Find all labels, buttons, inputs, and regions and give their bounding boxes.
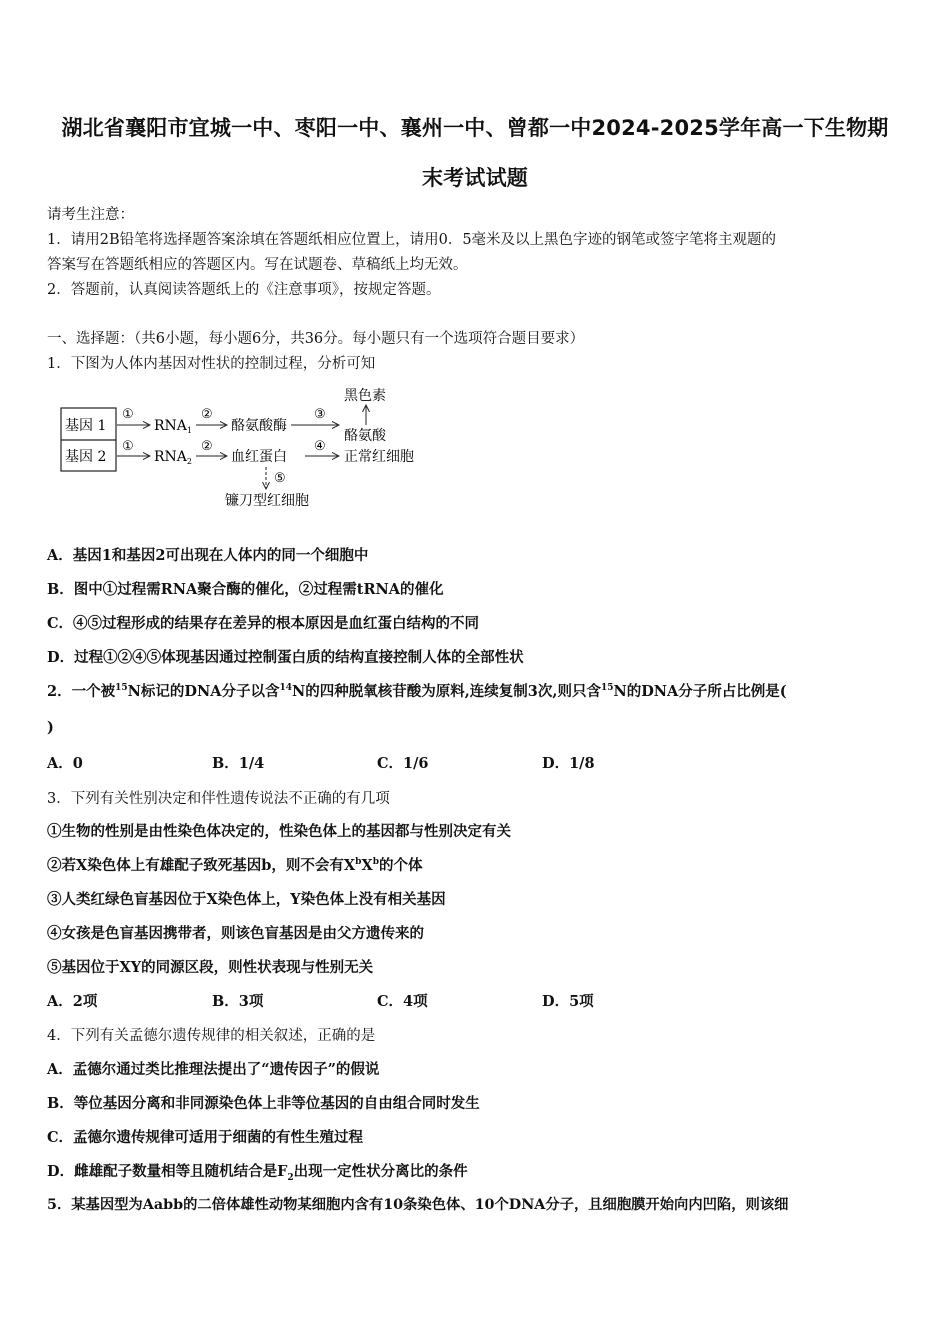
step4-label: ④ <box>314 439 326 454</box>
exam-title-line-2: 末考试试题 <box>422 166 528 190</box>
normal-rbc-label: 正常红细胞 <box>344 449 414 465</box>
notice-item-2: 2．答题前，认真阅读答题纸上的《注意事项》，按规定答题。 <box>47 282 441 298</box>
rna2-label: $RNA_2$ <box>154 449 192 466</box>
q3-option-d[interactable]: D．5项 <box>542 993 594 1010</box>
tyrosine-label: 酪氨酸 <box>344 428 386 444</box>
q4-stem: 4．下列有关孟德尔遗传规律的相关叙述，正确的是 <box>47 1028 376 1044</box>
q4-option-c[interactable]: C．孟德尔遗传规律可适用于细菌的有性生殖过程 <box>47 1129 364 1146</box>
notice-item-1a: 1．请用2B铅笔将选择题答案涂填在答题纸相应位置上，请用0．5毫米及以上黑色字迹的钢笔或签字笔将主观题的 <box>47 232 777 248</box>
q2-option-a[interactable]: A．0 <box>47 755 83 772</box>
q3-option-a[interactable]: A．2项 <box>47 993 98 1010</box>
step1-label-row1: ① <box>122 407 134 422</box>
hemoglobin-label: 血红蛋白 <box>231 449 287 465</box>
step2-label-row1: ② <box>201 407 213 422</box>
exam-title-line-1: 湖北省襄阳市宜城一中、枣阳一中、襄州一中、曾都一中2024-2025学年高一下生物期 <box>61 116 889 140</box>
q3-stem: 3．下列有关性别决定和伴性遗传说法不正确的有几项 <box>47 791 390 807</box>
q1-option-c[interactable]: C．④⑤过程形成的结果存在差异的根本原因是血红蛋白结构的不同 <box>47 615 480 632</box>
gene2-label: 基因 2 <box>65 449 107 465</box>
q3-item-2: ②若X染色体上有雄配子致死基因b，则不会有$X^bX^b$的个体 <box>47 857 423 874</box>
melanin-label: 黑色素 <box>344 388 386 404</box>
q3-option-b[interactable]: B．3项 <box>212 993 264 1010</box>
enzyme-label: 酪氨酸酶 <box>231 418 287 434</box>
q3-item-4: ④女孩是色盲基因携带者，则该色盲基因是由父方遗传来的 <box>47 925 424 942</box>
notice-item-1b: 答案写在答题纸相应的答题区内。写在试题卷、草稿纸上均无效。 <box>47 257 468 273</box>
step1-label-row2: ① <box>122 439 134 454</box>
sickle-rbc-label: 镰刀型红细胞 <box>225 493 309 509</box>
q3-item-5: ⑤基因位于XY的同源区段，则性状表现与性别无关 <box>47 959 374 976</box>
q3-item-1: ①生物的性别是由性染色体决定的，性染色体上的基因都与性别决定有关 <box>47 823 511 840</box>
q1-option-d[interactable]: D．过程①②④⑤体现基因通过控制蛋白质的结构直接控制人体的全部性状 <box>47 649 524 666</box>
q3-option-c[interactable]: C．4项 <box>377 993 428 1010</box>
q1-option-b[interactable]: B．图中①过程需RNA聚合酶的催化，②过程需tRNA的催化 <box>47 581 444 598</box>
notice-heading: 请考生注意： <box>47 207 134 223</box>
step3-label: ③ <box>314 407 326 422</box>
gene1-label: 基因 1 <box>65 418 107 434</box>
q5-stem: 5．某基因型为Aabb的二倍体雄性动物某细胞内含有10条染色体、10个DNA分子，且细胞膜开始向内凹陷，则该细 <box>47 1197 789 1213</box>
step2-label-row2: ② <box>201 439 213 454</box>
step5-label: ⑤ <box>274 471 286 486</box>
q2-option-c[interactable]: C．1/6 <box>377 755 429 772</box>
q1-option-a[interactable]: A．基因1和基因2可出现在人体内的同一个细胞中 <box>47 547 369 564</box>
q3-item-3: ③人类红绿色盲基因位于X染色体上，Y染色体上没有相关基因 <box>47 891 446 908</box>
q2-stem-cont: ) <box>47 719 54 736</box>
q1-stem: 1．下图为人体内基因对性状的控制过程，分析可知 <box>47 356 376 372</box>
q2-option-d[interactable]: D．1/8 <box>542 755 595 772</box>
q4-option-b[interactable]: B．等位基因分离和非同源染色体上非等位基因的自由组合同时发生 <box>47 1095 480 1112</box>
q4-option-a[interactable]: A．孟德尔通过类比推理法提出了“遗传因子”的假说 <box>47 1061 380 1078</box>
q4-option-d[interactable]: D．雌雄配子数量相等且随机结合是$F_2$出现一定性状分离比的条件 <box>47 1163 468 1183</box>
rna1-label: $RNA_1$ <box>154 418 192 435</box>
q2-stem: 2．一个被$^{15}$N标记的DNA分子以含$^{14}$N的四种脱氧核苷酸为原料,连续复制3次,则只含$^{15}$N的DNA分子所占比例是( <box>47 683 787 700</box>
gene-control-diagram <box>55 383 445 513</box>
section-heading: 一、选择题：（共6小题，每小题6分，共36分。每小题只有一个选项符合题目要求） <box>47 331 585 347</box>
q2-option-b[interactable]: B．1/4 <box>212 755 265 772</box>
